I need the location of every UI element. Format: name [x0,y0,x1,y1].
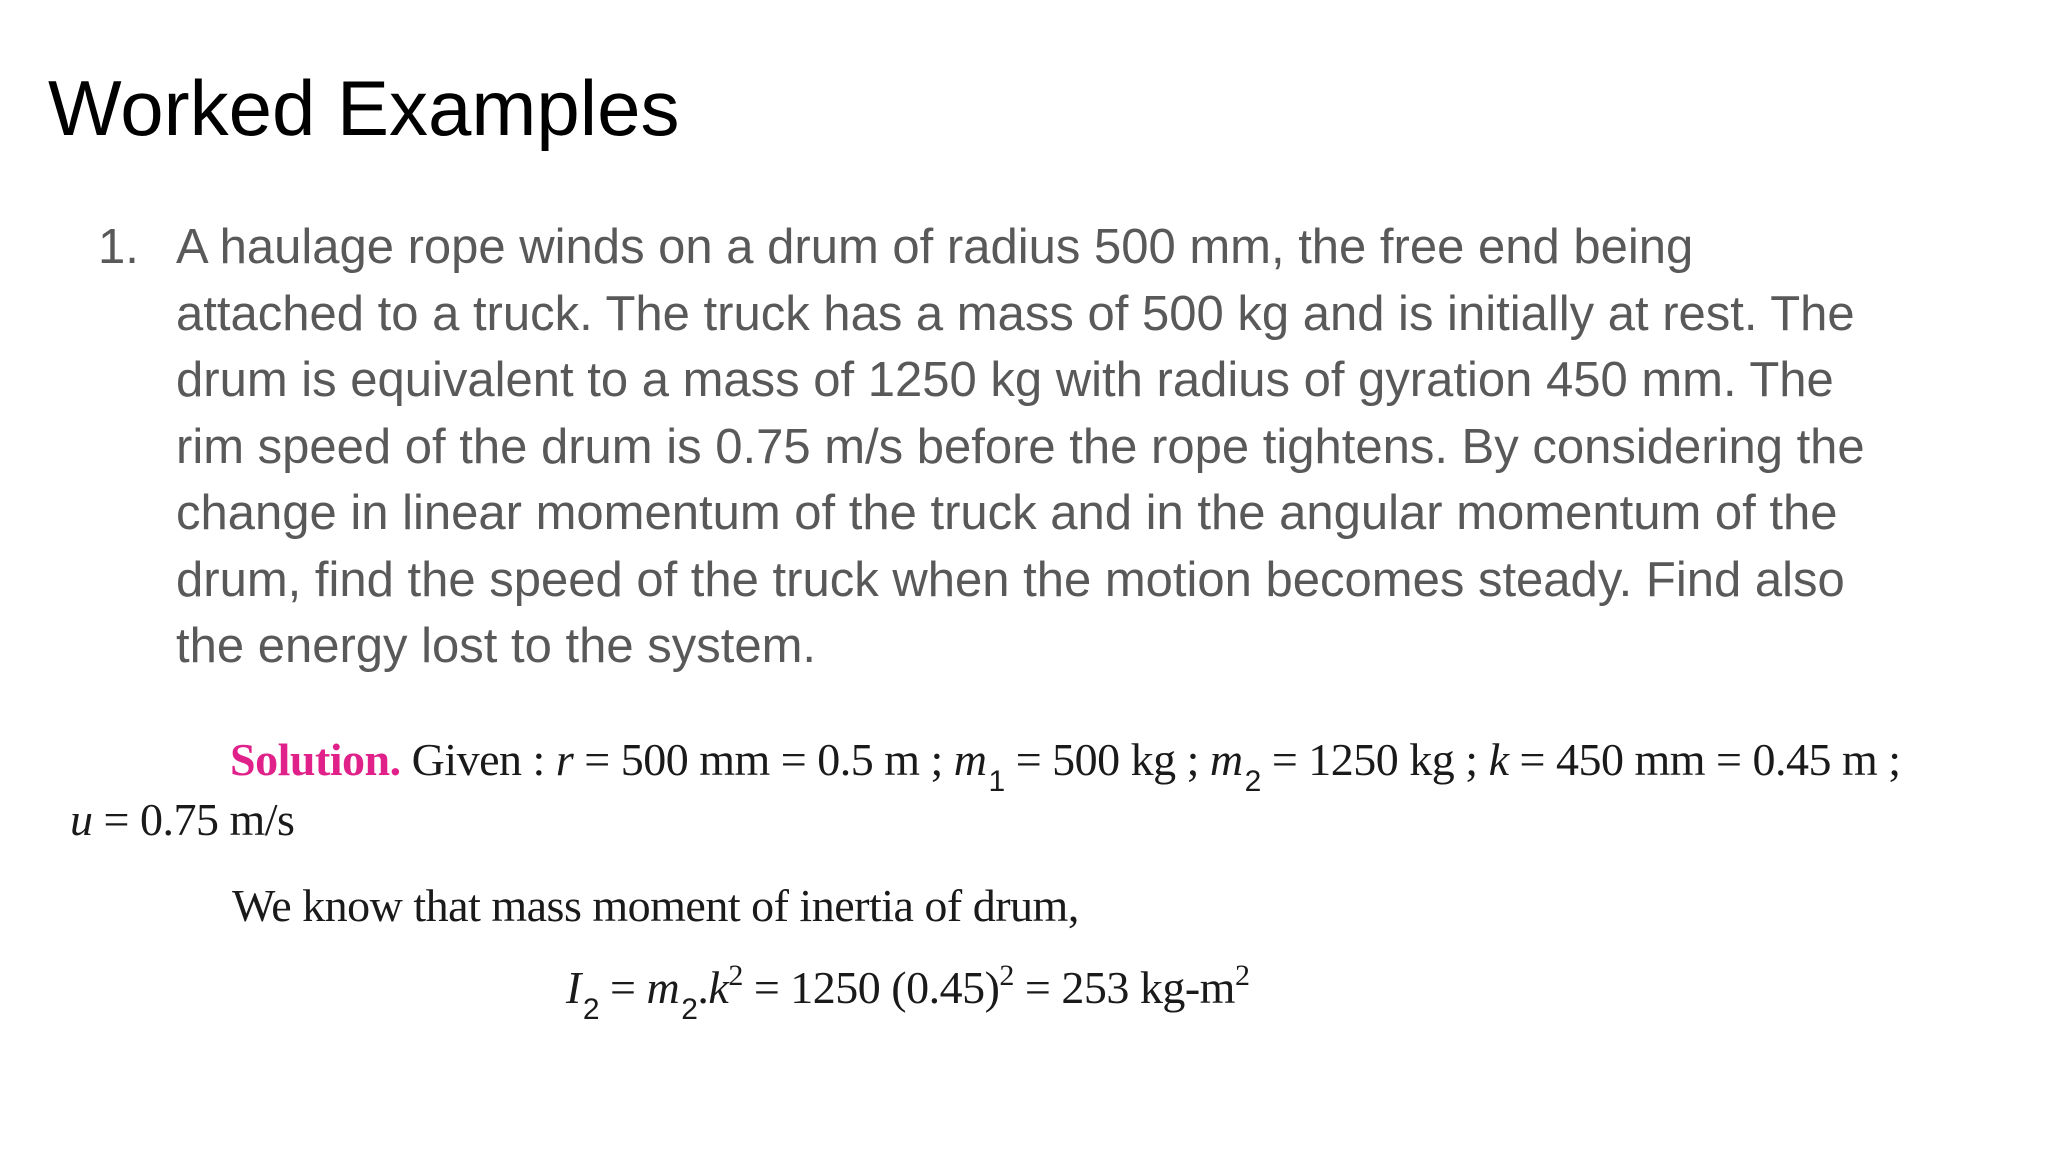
solution-label: Solution. [230,734,401,785]
solution-statement [232,878,1079,934]
eq-equals: = [610,962,636,1013]
m1-value: = 500 kg ; [1015,734,1199,785]
statement-text: We know that mass moment of inertia of drum, [232,880,1079,931]
m2-value: = 1250 kg ; [1271,734,1478,785]
r-variable: r [555,734,574,785]
question-line: change in linear momentum of the truck and in the angular momentum of the [176,486,1838,540]
eq-k-variable: k [708,962,729,1013]
eq-lhs-variable: I [566,962,581,1013]
inertia-equation [566,959,1250,1026]
eq-middle: = 1250 (0.45) [753,962,1000,1013]
eq-m-subscript: 2 [681,993,698,1026]
k-value: = 450 mm = 0.45 m ; [1519,734,1901,785]
slide-title: Worked Examples [48,64,680,152]
u-value: = 0.75 m/s [103,794,295,845]
question-number: 1. [98,220,139,274]
m1-subscript: 1 [988,765,1005,798]
m2-subscript: 2 [1244,765,1261,798]
m2-variable: m [1209,734,1243,785]
solution-given-line [230,732,1901,798]
eq-lhs-subscript: 2 [582,993,600,1026]
solution-given-line-2 [70,792,294,848]
question-line: drum is equivalent to a mass of 1250 kg with radius of gyration 450 mm. The [176,353,1834,407]
given-prefix: Given : [411,734,545,785]
eq-dot: . [697,962,709,1013]
question-line: the energy lost to the system. [176,619,817,673]
question-line: drum, find the speed of the truck when the motion becomes steady. Find also [176,552,1845,607]
eq-m-variable: m [646,962,680,1013]
question-line: A haulage rope winds on a drum of radius 500 mm, the free end being [176,220,1694,274]
question-line: attached to a truck. The truck has a mass of 500 kg and is initially at rest. The [176,286,1855,341]
u-variable: u [70,794,93,845]
question-line: rim speed of the drum is 0.75 m/s before the rope tightens. By considering the [176,419,1865,474]
k-variable: k [1488,734,1509,785]
r-value: = 500 mm = 0.5 m ; [584,734,943,785]
eq-middle-superscript: 2 [999,959,1014,992]
eq-result: = 253 kg-m [1024,962,1235,1013]
eq-result-superscript: 2 [1234,959,1250,992]
m1-variable: m [953,734,987,785]
eq-k-superscript: 2 [728,959,743,992]
